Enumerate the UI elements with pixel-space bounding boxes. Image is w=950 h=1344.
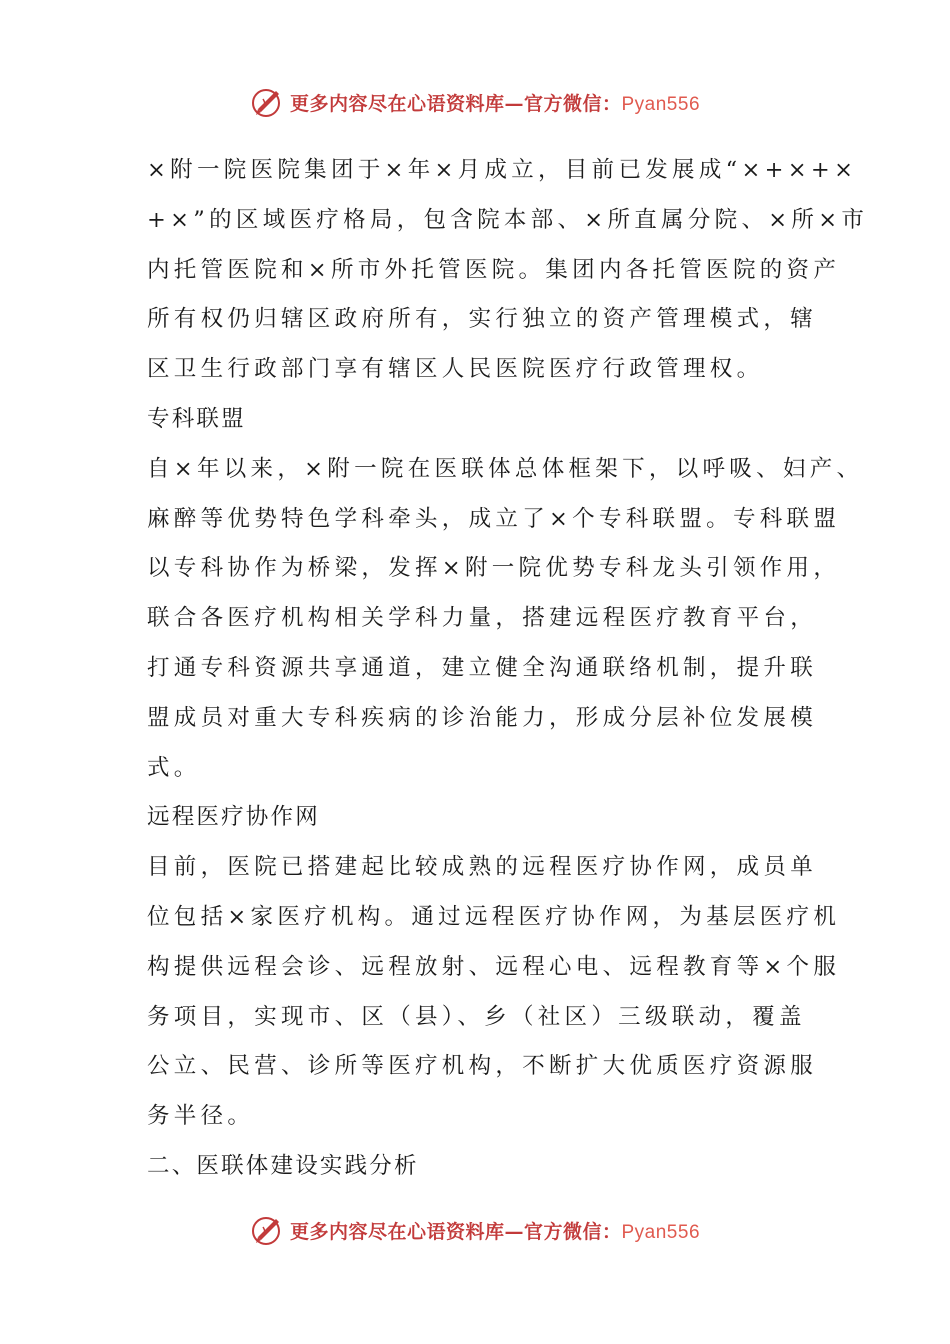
footer-banner [0, 1208, 950, 1252]
text-line: 盟成员对重大专科疾病的诊治能力，形成分层补位发展模 [147, 704, 818, 731]
text-line: 公立、民营、诊所等医疗机构，不断扩大优质医疗资源服 [147, 1053, 818, 1080]
section-heading: 远程医疗协作网 [147, 804, 320, 831]
text-line: 务项目，实现市、区（县）、乡（社区）三级联动，覆盖 [147, 1003, 806, 1030]
text-line: 打通专科资源共享通道，建立健全沟通联络机制，提升联 [147, 654, 818, 681]
text-line: 位包括×家医疗机构。通过远程医疗协作网，为基层医疗机 [147, 903, 841, 930]
banner-text: 更多内容尽在心语资料库—官方微信：Pyan556 [289, 1220, 701, 1243]
banner-text: 更多内容尽在心语资料库—官方微信：Pyan556 [289, 92, 701, 115]
header-banner [0, 80, 950, 124]
text-line: 区卫生行政部门享有辖区人民医院医疗行政管理权。 [147, 356, 764, 383]
text-line: 务半径。 [147, 1103, 255, 1130]
text-line: 联合各医疗机构相关学科力量，搭建远程医疗教育平台， [147, 605, 818, 632]
text-line: 内托管医院和×所市外托管医院。集团内各托管医院的资产 [147, 256, 841, 283]
text-line: 所有权仍归辖区政府所有，实行独立的资产管理模式，辖 [147, 306, 818, 333]
wechat-id: Pyan556 [621, 93, 701, 115]
text-line: 以专科协作为桥梁，发挥×附一院优势专科龙头引领作用， [147, 555, 841, 582]
pen-circle-logo-icon [250, 85, 284, 119]
text-line: 构提供远程会诊、远程放射、远程心电、远程教育等×个服 [147, 953, 841, 980]
text-line: 自×年以来，×附一院在医联体总体框架下，以呼吸、妇产、 [147, 455, 864, 482]
section-heading: 二、医联体建设实践分析 [147, 1152, 419, 1179]
text-line: ×附一院医院集团于×年×月成立，目前已发展成“×+×+× [147, 157, 858, 183]
document-body [147, 146, 869, 1192]
pen-circle-logo-icon [250, 1213, 284, 1247]
text-line: +×”的区域医疗格局，包含院本部、×所直属分院、×所×市 [147, 206, 869, 233]
section-heading: 专科联盟 [147, 405, 246, 432]
text-line: 目前，医院已搭建起比较成熟的远程医疗协作网，成员单 [147, 854, 818, 881]
text-line: 式。 [147, 754, 201, 781]
wechat-id: Pyan556 [621, 1221, 701, 1243]
text-line: 麻醉等优势特色学科牵头，成立了×个专科联盟。专科联盟 [147, 505, 841, 532]
